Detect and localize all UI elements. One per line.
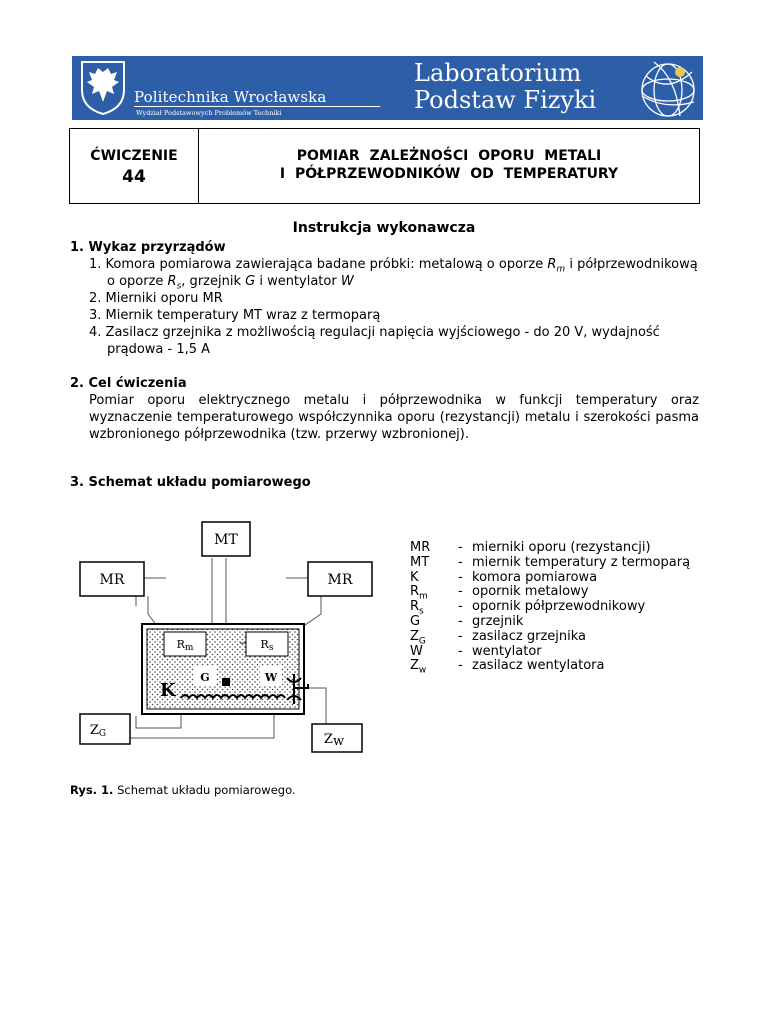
legend-symbol-text: G: [410, 614, 421, 629]
instruction-title: Instrukcja wykonawcza: [292, 220, 476, 236]
w-label: W: [264, 671, 278, 684]
legend-symbol-text: R: [410, 584, 420, 600]
item-text: Mierniki oporu MR: [105, 291, 223, 306]
item-text: Zasilacz grzejnika z możliwością regulacji napięcia wyjściowego - do 20 V, wydajność: [105, 325, 660, 340]
rm-label: Rm: [176, 638, 194, 653]
legend-dash: -: [458, 554, 463, 570]
item-text: o oporze: [107, 274, 168, 289]
legend-description: grzejnik: [472, 614, 524, 629]
symbol: R: [547, 257, 557, 272]
legend-dash: -: [458, 584, 463, 600]
legend-symbol-text: MT: [410, 554, 430, 570]
symbol: R: [167, 274, 177, 289]
mr-right-label: MR: [327, 572, 353, 588]
faculty-name: Wydział Podstawowych Problemów Techniki: [136, 109, 282, 117]
lab-title-line1: Laboratorium: [414, 59, 582, 87]
section3-heading: 3. Schemat układu pomiarowego: [70, 475, 311, 490]
paragraph-line: Pomiar oporu elektrycznego metalu i półprzewodnika w funkcji temperatury oraz: [89, 393, 699, 408]
legend-description: zasilacz grzejnika: [472, 628, 587, 644]
legend-symbol-subscript: w: [418, 665, 427, 676]
subscript: m: [556, 264, 566, 275]
globe-logo-icon: [636, 58, 700, 118]
legend-dash: -: [458, 569, 463, 585]
symbol: W: [340, 274, 354, 289]
list-item: [89, 257, 698, 275]
divider: [134, 106, 380, 107]
heater-block: [222, 678, 230, 686]
zg-label: ZG: [89, 723, 107, 739]
item-text: i wentylator: [255, 274, 341, 289]
exercise-label: ĆWICZENIE: [90, 148, 178, 164]
legend-symbol: [410, 644, 423, 659]
symbol: G: [245, 274, 256, 289]
paragraph-line: wzbronionego półprzewodnika (tzw. przerwy wzbronionej).: [89, 427, 470, 442]
legend-symbol-text: W: [410, 643, 423, 659]
item-text: i półprzewodnikową: [565, 257, 698, 272]
legend-symbol-text: K: [410, 569, 419, 585]
exercise-title-box: [69, 128, 700, 204]
legend-description: zasilacz wentylatora: [472, 658, 605, 674]
section2-heading: 2. Cel ćwiczenia: [70, 376, 187, 391]
list-item-continued: prądowa - 1,5 A: [107, 342, 211, 357]
item-number: 4.: [89, 325, 102, 340]
legend-description: mierniki oporu (rezystancji): [472, 540, 651, 555]
exercise-title-line2: I PÓŁPRZEWODNIKÓW OD TEMPERATURY: [279, 166, 619, 182]
legend-dash: -: [458, 628, 463, 644]
legend-symbol-text: MR: [410, 540, 431, 555]
item-text: Miernik temperatury MT wraz z termoparą: [105, 308, 381, 323]
list-item: [89, 291, 223, 306]
legend-dash: -: [458, 599, 463, 615]
measurement-circuit-diagram: [76, 518, 376, 754]
legend-description: wentylator: [472, 643, 542, 659]
list-item: [89, 325, 660, 340]
subscript: s: [176, 281, 182, 292]
list-item: [89, 308, 380, 323]
legend-dash: -: [458, 614, 463, 629]
legend-description: miernik temperatury z termoparą: [472, 554, 691, 570]
legend-symbol-text: R: [410, 599, 420, 615]
legend-description: komora pomiarowa: [472, 569, 598, 585]
legend-dash: -: [458, 643, 463, 659]
zw-label: Zw: [323, 732, 345, 749]
legend-dash: -: [458, 658, 463, 674]
mt-label: MT: [214, 532, 238, 548]
item-text: Komora pomiarowa zawierająca badane próbki: metalową o oporze: [105, 257, 544, 272]
figure-caption: [70, 783, 296, 797]
item-text: , grzejnik: [181, 274, 246, 289]
section1-heading: 1. Wykaz przyrządów: [70, 240, 226, 255]
caption-text: Schemat układu pomiarowego.: [113, 783, 296, 797]
legend-dash: -: [458, 540, 463, 555]
item-number: 1.: [89, 257, 102, 272]
paragraph-line: wyznaczenie temperaturowego współczynnika oporu (rezystancji) metalu i szerokości pasma: [89, 410, 699, 425]
legend-symbol-text: Z: [410, 628, 419, 644]
legend-symbol: [410, 658, 426, 676]
exercise-number: 44: [122, 167, 146, 187]
legend-symbol-subscript: m: [419, 591, 428, 602]
k-label: K: [160, 680, 176, 701]
legend-symbol: [410, 570, 419, 585]
mr-left-label: MR: [99, 572, 125, 588]
lab-title-line2: Podstaw Fizyki: [414, 86, 597, 114]
legend-symbol-text: Z: [410, 658, 419, 674]
g-label: G: [200, 671, 210, 684]
legend-description: opornik metalowy: [472, 584, 589, 600]
university-name: Politechnika Wrocławska: [134, 88, 327, 106]
caption-label: Rys. 1.: [70, 783, 114, 797]
legend-description: opornik półprzewodnikowy: [472, 599, 646, 615]
item-number: 2.: [89, 291, 102, 306]
legend-symbol-subscript: G: [418, 636, 426, 647]
legend-symbol: [410, 614, 420, 629]
header-banner: [72, 56, 703, 120]
item-number: 3.: [89, 308, 102, 323]
legend-symbol: [410, 555, 429, 570]
eagle-crest-icon: [78, 60, 128, 116]
legend-symbol: [410, 540, 430, 555]
rs-label: Rs: [260, 638, 274, 653]
list-item-continued: [107, 274, 354, 292]
exercise-title-line1: POMIAR ZALEŻNOŚCI OPORU METALI: [296, 148, 602, 164]
legend-symbol-subscript: s: [419, 606, 424, 617]
